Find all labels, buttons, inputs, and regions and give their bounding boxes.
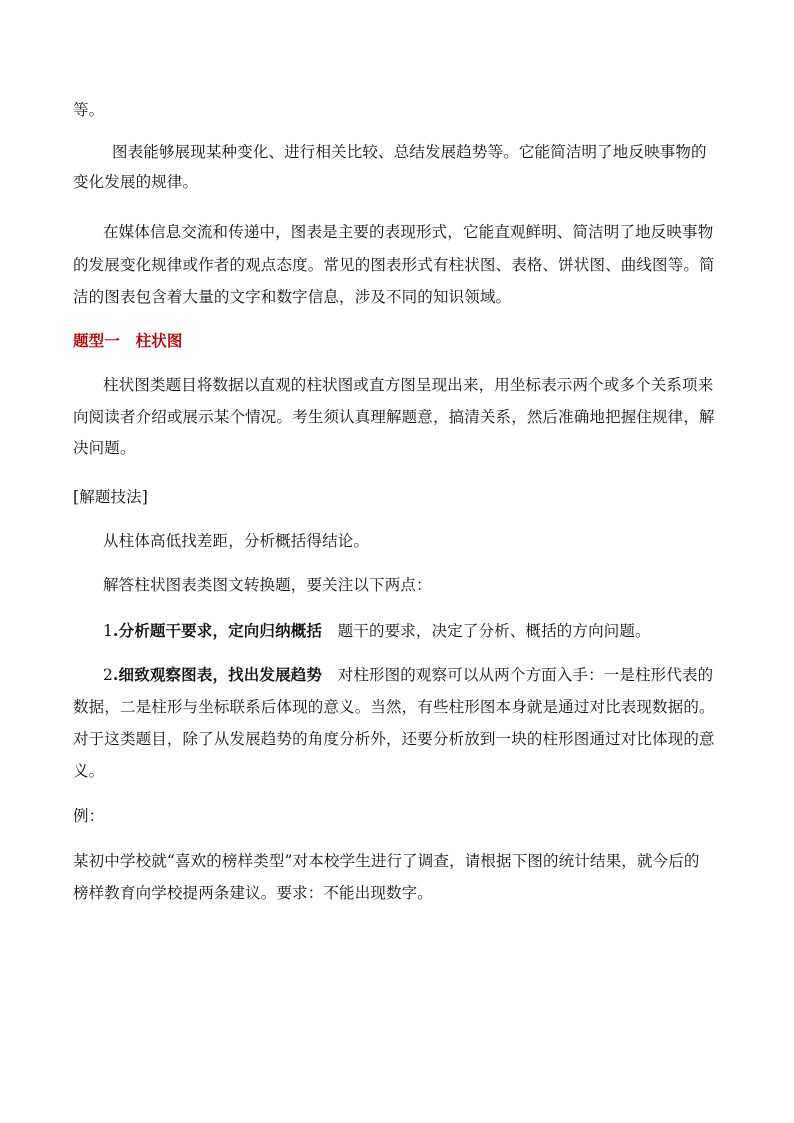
method-label: [解题技法] bbox=[73, 488, 148, 506]
list-item-number: 2 bbox=[103, 666, 114, 684]
example-label: 例： bbox=[73, 807, 105, 825]
paragraph-line: 图表能够展现某种变化、进行相关比较、总结发展趋势等。它能简洁明了地反映事物的 bbox=[112, 143, 707, 161]
list-item-title: .细致观察图表，找出发展趋势 bbox=[113, 665, 323, 684]
paragraph-line: 解答柱状图表类图文转换题，要关注以下两点： bbox=[103, 576, 432, 594]
paragraph-line: 向阅读者介绍或展示某个情况。考生须认真理解题意，搞清关系，然后准确地把握住规律，解 bbox=[73, 408, 715, 426]
section-heading: 题型一 柱状图 bbox=[73, 331, 183, 350]
paragraph-line: 某初中学校就“喜欢的榜样类型”对本校学生进行了调查，请根据下图的统计结果，就今后的 bbox=[73, 852, 700, 870]
paragraph-line: 从柱体高低找差距，分析概括得结论。 bbox=[103, 532, 370, 550]
list-item-1 bbox=[103, 621, 651, 641]
list-item-2 bbox=[103, 665, 713, 685]
list-item-text: 对柱形图的观察可以从两个方面入手：一是柱形代表的 bbox=[322, 666, 714, 684]
paragraph-fragment: 等。 bbox=[73, 101, 105, 119]
paragraph-line: 榜样教育向学校提两条建议。要求：不能出现数字。 bbox=[73, 884, 433, 902]
paragraph-line: 在媒体信息交流和传递中，图表是主要的表现形式，它能直观鲜明、简洁明了地反映事物 bbox=[103, 223, 714, 241]
list-item-number: 1 bbox=[103, 622, 114, 640]
paragraph-line: 决问题。 bbox=[73, 439, 136, 457]
paragraph-line: 柱状图类题目将数据以直观的柱状图或直方图呈现出来，用坐标表示两个或多个关系项来 bbox=[103, 376, 714, 394]
paragraph-line: 变化发展的规律。 bbox=[73, 173, 199, 191]
list-item-title: .分析题干要求，定向归纳概括 bbox=[113, 621, 323, 640]
list-item-text: 题干的要求，决定了分析、概括的方向问题。 bbox=[322, 622, 651, 640]
paragraph-line: 义。 bbox=[73, 762, 105, 780]
paragraph-line: 洁的图表包含着大量的文字和数字信息，涉及不同的知识领域。 bbox=[73, 288, 512, 306]
paragraph-line: 的发展变化规律或作者的观点态度。常见的图表形式有柱状图、表格、饼状图、曲线图等。简 bbox=[73, 256, 715, 274]
paragraph-line: 对于这类题目，除了从发展趋势的角度分析外，还要分析放到一块的柱形图通过对比体现的意 bbox=[73, 730, 715, 748]
paragraph-line: 数据，二是柱形与坐标联系后体现的意义。当然，有些柱形图本身就是通过对比表现数据的。 bbox=[73, 698, 715, 716]
